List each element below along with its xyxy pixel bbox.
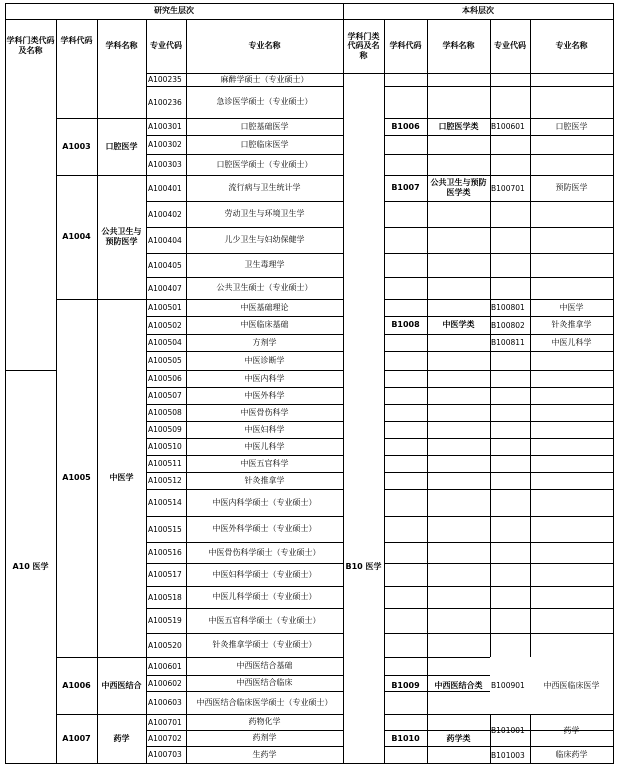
ug-discipline-code: B1006 <box>391 121 420 131</box>
table-rule <box>146 763 344 764</box>
ug-category-code-header: 学科门类代码及名称 <box>347 31 380 60</box>
table-rule <box>384 73 614 74</box>
ug-major-name-header: 专业名称 <box>555 41 588 51</box>
grad-major-code: A100518 <box>148 592 182 602</box>
grad-major-name: 中医外科学硕士（专业硕士） <box>212 524 317 534</box>
ug-discipline-name: 药学类 <box>446 733 471 743</box>
table-rule <box>384 633 614 634</box>
ug-discipline-name: 公共卫生与预防医学类 <box>430 178 487 197</box>
grad-major-code: A100517 <box>148 570 182 579</box>
grad-major-code: A100519 <box>148 616 182 625</box>
table-rule <box>56 657 147 658</box>
table-rule <box>56 175 147 176</box>
grad-major-name: 卫生毒理学 <box>244 260 285 270</box>
ug-discipline-name: 中西医结合类 <box>434 680 483 690</box>
category-name: A10 医学 <box>12 561 49 571</box>
table-rule <box>384 201 614 202</box>
ug-major-name: 药学 <box>563 725 580 735</box>
grad-discipline-name: 药学 <box>113 733 130 743</box>
ug-discipline-name: 口腔医学类 <box>438 121 479 131</box>
table-rule <box>384 227 614 228</box>
ug-major-name: 中医学 <box>559 302 584 312</box>
grad-major-name: 中医外科学 <box>244 390 285 400</box>
grad-major-name: 中医基础理论 <box>240 302 289 312</box>
table-rule <box>384 489 614 490</box>
grad-major-code: A100515 <box>148 524 182 534</box>
grad-major-name: 麻醉学硕士（专业硕士） <box>220 74 309 84</box>
grad-major-code: A100701 <box>148 717 182 727</box>
table-rule <box>384 608 614 609</box>
ug-discipline-name: 中医学类 <box>442 320 475 330</box>
table-rule <box>343 73 385 74</box>
grad-major-name: 口腔医学硕士（专业硕士） <box>216 159 313 169</box>
grad-major-name: 中西医结合临床医学硕士（专业硕士） <box>196 697 333 707</box>
grad-major-code-header: 专业代码 <box>150 41 182 51</box>
grad-major-code: A100236 <box>148 97 182 107</box>
ug-major-code: B101001 <box>491 726 525 735</box>
grad-major-name: 中西医结合基础 <box>236 661 293 671</box>
grad-major-code: A100703 <box>148 750 182 759</box>
ug-major-code-header: 专业代码 <box>494 41 526 51</box>
grad-major-name: 口腔基础医学 <box>240 121 289 131</box>
grad-major-code: A100505 <box>148 356 182 365</box>
grad-major-name: 中医骨伤科学硕士（专业硕士） <box>208 547 321 557</box>
table-rule <box>384 154 614 155</box>
grad-major-code: A100514 <box>148 498 182 507</box>
grad-major-code: A100301 <box>148 122 182 131</box>
grad-major-code: A100504 <box>148 338 182 347</box>
ug-discipline-code-header: 学科代码 <box>389 41 422 51</box>
grad-major-code: A100502 <box>148 320 182 330</box>
table-rule <box>384 253 614 254</box>
ug-major-code: B101003 <box>491 750 525 760</box>
ug-discipline-code: B1009 <box>391 680 420 690</box>
grad-major-name: 中医五官科学 <box>240 458 289 468</box>
table-rule <box>384 438 614 439</box>
grad-discipline-code: A1004 <box>62 232 91 242</box>
table-rule <box>384 455 614 456</box>
category-code-header: 学科门类代码及名称 <box>6 36 55 55</box>
graduate-level-header: 研究生层次 <box>154 6 194 16</box>
table-rule <box>384 370 614 371</box>
grad-discipline-name: 中西医结合 <box>101 680 142 690</box>
grad-major-name: 劳动卫生与环境卫生学 <box>224 209 305 219</box>
grad-discipline-code: A1006 <box>62 680 91 690</box>
grad-major-code: A100235 <box>148 75 182 84</box>
grad-major-code: A100516 <box>148 548 182 557</box>
ug-major-name: 中西医临床医学 <box>530 657 613 714</box>
grad-major-name: 生药学 <box>252 749 277 759</box>
grad-major-name-header: 专业名称 <box>248 41 281 51</box>
grad-major-code: A100602 <box>148 678 182 688</box>
table-rule <box>384 86 614 87</box>
table-rule <box>384 542 614 543</box>
grad-major-name: 中医内科学硕士（专业硕士） <box>212 497 317 507</box>
grad-discipline-code: A1003 <box>62 141 91 151</box>
table-rule <box>384 763 614 764</box>
grad-major-code: A100509 <box>148 425 182 434</box>
table-rule <box>384 516 614 517</box>
ug-major-name: 口腔医学 <box>555 121 588 131</box>
grad-major-code: A100405 <box>148 260 182 270</box>
grad-discipline-name: 中医学 <box>109 473 134 483</box>
grad-major-name: 中医五官科学硕士（专业硕士） <box>208 615 321 625</box>
grad-major-name: 针灸推拿学 <box>244 475 285 485</box>
ug-major-code: B100901 <box>490 657 530 714</box>
table-rule <box>384 563 614 564</box>
ug-major-code: B100811 <box>491 338 525 347</box>
ug-category-name: B10 医学 <box>345 561 382 571</box>
grad-major-name: 中医妇科学 <box>244 424 285 434</box>
grad-major-code: A100508 <box>148 408 182 417</box>
grad-major-code: A100512 <box>148 476 182 485</box>
table-rule <box>56 714 147 715</box>
grad-major-name: 中医诊断学 <box>244 355 285 365</box>
grad-major-name: 中医妇科学硕士（专业硕士） <box>212 569 317 579</box>
table-rule <box>384 586 614 587</box>
grad-major-name: 公共卫生硕士（专业硕士） <box>216 283 313 293</box>
grad-major-code: A100501 <box>148 303 182 312</box>
table-rule <box>56 299 147 300</box>
grad-major-name: 药剂学 <box>252 733 277 743</box>
ug-major-code: B100601 <box>491 122 525 131</box>
grad-discipline-name: 公共卫生与预防医学 <box>101 227 142 246</box>
grad-discipline-code: A1005 <box>62 473 91 483</box>
ug-discipline-code: B1007 <box>391 183 420 193</box>
ug-major-code: B100701 <box>491 183 525 193</box>
grad-major-code: A100506 <box>148 374 182 383</box>
grad-major-code: A100303 <box>148 160 182 169</box>
table-rule <box>384 135 614 136</box>
grad-discipline-name: 口腔医学 <box>105 141 138 151</box>
grad-major-code: A100511 <box>148 459 182 468</box>
ug-discipline-code: B1008 <box>391 320 420 330</box>
grad-major-name: 方剂学 <box>252 337 277 347</box>
grad-major-name: 中医儿科学硕士（专业硕士） <box>212 592 317 602</box>
ug-discipline-code: B1010 <box>391 733 420 743</box>
grad-major-code: A100702 <box>148 733 182 743</box>
grad-major-name: 中医骨伤科学 <box>240 407 289 417</box>
ug-major-name: 预防医学 <box>555 183 588 193</box>
ug-major-name: 中医儿科学 <box>551 337 592 347</box>
grad-major-name: 急诊医学硕士（专业硕士） <box>216 97 313 107</box>
table-rule <box>384 404 614 405</box>
grad-discipline-code-header: 学科代码 <box>60 35 93 45</box>
grad-major-code: A100601 <box>148 661 182 671</box>
table-rule <box>56 763 147 764</box>
grad-major-name: 中医儿科学 <box>244 441 285 451</box>
grad-major-code: A100507 <box>148 391 182 400</box>
table-rule <box>384 387 614 388</box>
table-rule <box>384 472 614 473</box>
ug-major-code: B100801 <box>491 303 525 312</box>
table-rule <box>384 351 614 352</box>
grad-major-code: A100402 <box>148 209 182 219</box>
grad-major-name: 药物化学 <box>248 717 281 727</box>
ug-major-name: 临床药学 <box>555 750 588 760</box>
grad-major-name: 流行病与卫生统计学 <box>228 183 301 193</box>
grad-major-name: 儿少卫生与妇幼保健学 <box>224 235 305 245</box>
grad-major-code: A100407 <box>148 283 182 293</box>
ug-major-name: 针灸推拿学 <box>551 320 592 330</box>
table-rule <box>384 421 614 422</box>
grad-major-name: 针灸推拿学硕士（专业硕士） <box>212 640 317 650</box>
ug-major-code: B100802 <box>491 320 525 330</box>
grad-major-name: 中医临床基础 <box>240 320 289 330</box>
grad-major-code: A100520 <box>148 640 182 650</box>
grad-major-code: A100401 <box>148 183 182 193</box>
grad-major-code: A100510 <box>148 442 182 451</box>
undergraduate-level-header: 本科层次 <box>462 6 494 16</box>
grad-major-name: 中医内科学 <box>244 373 285 383</box>
grad-major-code: A100404 <box>148 235 182 245</box>
grad-major-code: A100603 <box>148 698 182 707</box>
grad-major-code: A100302 <box>148 140 182 149</box>
table-rule <box>56 118 147 119</box>
table-rule <box>384 277 614 278</box>
grad-major-name: 中西医结合临床 <box>236 678 293 688</box>
grad-major-name: 口腔临床医学 <box>240 139 289 149</box>
ug-discipline-name-header: 学科名称 <box>442 41 475 51</box>
grad-discipline-code: A1007 <box>62 733 91 743</box>
grad-discipline-name-header: 学科名称 <box>105 41 138 51</box>
